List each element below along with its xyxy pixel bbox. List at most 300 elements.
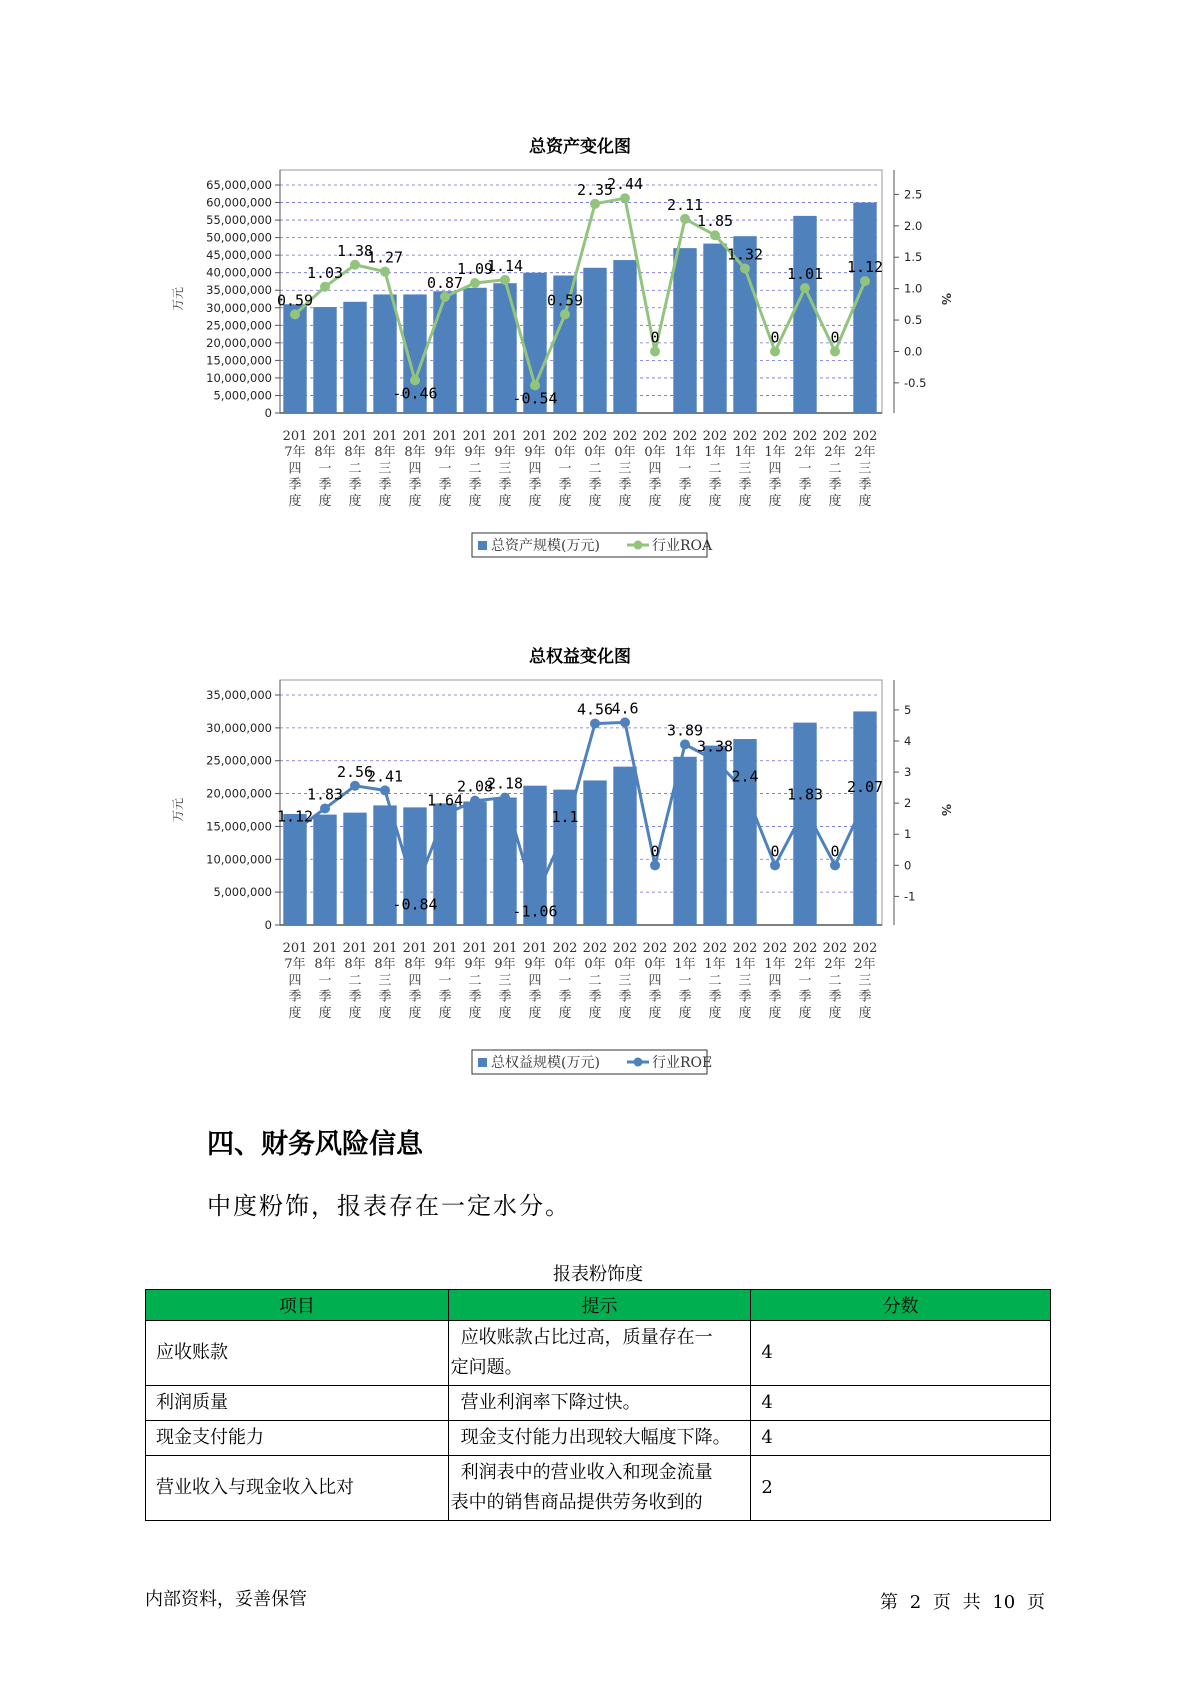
- x-tick-label: 季: [738, 477, 752, 493]
- x-tick-label: 一: [438, 973, 452, 989]
- x-tick-label: 季: [858, 477, 872, 493]
- x-tick-label: 202: [792, 941, 818, 956]
- data-label: 0: [830, 842, 840, 861]
- x-tick-label: 度: [288, 1005, 302, 1021]
- x-tick-label: 202: [552, 429, 578, 444]
- bar: [703, 746, 726, 925]
- x-tick-label: 季: [288, 989, 302, 1005]
- series-point: [380, 785, 390, 795]
- x-tick-label: 202: [822, 429, 848, 444]
- x-tick-label: 季: [438, 477, 452, 493]
- bar: [673, 248, 696, 413]
- data-label: -0.54: [512, 389, 558, 408]
- x-tick-label: 度: [468, 493, 482, 509]
- x-tick-label: 202: [702, 941, 728, 956]
- bar: [703, 244, 726, 413]
- x-tick-label: 201: [282, 429, 308, 444]
- data-label: 0: [650, 328, 660, 347]
- table-header-row: [146, 1290, 1051, 1321]
- x-tick-label: 201: [342, 941, 368, 956]
- x-tick-label: 201: [522, 429, 548, 444]
- data-label: 1.12: [276, 807, 314, 826]
- x-tick-label: 度: [438, 1005, 452, 1021]
- x-tick-label: 季: [828, 477, 842, 493]
- x-tick-label: 度: [588, 1005, 602, 1021]
- series-point: [710, 755, 720, 765]
- x-tick-label: 二: [828, 461, 842, 477]
- x-tick-label: 一: [558, 973, 572, 989]
- x-tick-label: 季: [528, 477, 542, 493]
- y-axis-title: 万元: [171, 286, 185, 312]
- tip-line: 利润表中的营业收入和现金流量: [460, 1462, 713, 1483]
- x-tick-label: 季: [408, 989, 422, 1005]
- x-tick-label: 度: [678, 1005, 692, 1021]
- data-label: 0: [770, 328, 780, 347]
- data-label: 0.87: [426, 273, 464, 292]
- x-tick-label: 四: [648, 461, 662, 477]
- x-tick-label: 1年: [704, 957, 726, 973]
- x-tick-label: 9年: [434, 957, 456, 973]
- y-tick-label: 25,000,000: [206, 753, 272, 768]
- x-tick-label: 度: [828, 1005, 842, 1021]
- x-tick-label: 202: [732, 429, 758, 444]
- x-tick-label: 季: [798, 989, 812, 1005]
- table-row: [146, 1321, 1051, 1386]
- x-tick-label: 度: [408, 493, 422, 509]
- x-tick-label: 度: [618, 493, 632, 509]
- x-tick-label: 二: [348, 973, 362, 989]
- x-tick-label: 三: [378, 973, 392, 989]
- header-item: 项目: [146, 1290, 449, 1321]
- x-tick-label: 8年: [314, 957, 336, 973]
- y-tick-label: 15,000,000: [206, 819, 272, 834]
- y-tick-label: 30,000,000: [206, 300, 272, 315]
- bar: [853, 203, 876, 413]
- x-tick-label: 一: [678, 461, 692, 477]
- x-tick-label: 一: [678, 973, 692, 989]
- x-tick-label: 201: [492, 941, 518, 956]
- x-tick-label: 四: [648, 973, 662, 989]
- series-point: [590, 199, 600, 209]
- x-tick-label: 9年: [464, 957, 486, 973]
- y2-tick-label: -1: [904, 889, 916, 904]
- x-tick-label: 季: [768, 989, 782, 1005]
- x-tick-label: 二: [828, 973, 842, 989]
- chart-svg: [170, 640, 970, 1090]
- x-tick-label: 季: [678, 989, 692, 1005]
- x-tick-label: 201: [432, 429, 458, 444]
- series-point: [500, 275, 510, 285]
- total-assets-chart: [170, 130, 970, 580]
- x-tick-label: 202: [672, 941, 698, 956]
- series-point: [500, 793, 510, 803]
- header-score: 分数: [751, 1290, 1051, 1321]
- x-tick-label: 三: [378, 461, 392, 477]
- series-point: [650, 346, 660, 356]
- x-tick-label: 9年: [494, 445, 516, 461]
- x-tick-label: 201: [462, 941, 488, 956]
- x-tick-label: 一: [798, 461, 812, 477]
- data-label: 0: [830, 328, 840, 347]
- x-tick-label: 度: [648, 1005, 662, 1021]
- x-tick-label: 201: [462, 429, 488, 444]
- y-tick-label: 5,000,000: [213, 388, 272, 403]
- bar: [343, 813, 366, 925]
- x-tick-label: 季: [768, 477, 782, 493]
- x-tick-label: 季: [798, 477, 812, 493]
- row-tip: [448, 1421, 751, 1456]
- x-tick-label: 度: [798, 493, 812, 509]
- x-tick-label: 三: [498, 461, 512, 477]
- legend-line-label: 行业ROA: [652, 538, 713, 554]
- x-tick-label: 2年: [794, 445, 816, 461]
- data-label: 2.08: [456, 777, 494, 796]
- bar: [613, 260, 636, 413]
- y2-tick-label: 2.0: [904, 218, 923, 233]
- data-label: 3.38: [696, 737, 734, 756]
- legend-line-marker: [634, 541, 643, 550]
- x-tick-label: 0年: [614, 445, 636, 461]
- x-tick-label: 度: [378, 493, 392, 509]
- x-tick-label: 度: [288, 493, 302, 509]
- y-tick-label: 45,000,000: [206, 248, 272, 263]
- series-point: [560, 309, 570, 319]
- x-tick-label: 1年: [764, 957, 786, 973]
- series-point: [770, 860, 780, 870]
- legend-line-label: 行业ROE: [652, 1055, 713, 1071]
- y2-tick-label: 2: [904, 796, 912, 811]
- x-tick-label: 季: [408, 477, 422, 493]
- x-tick-label: 季: [318, 989, 332, 1005]
- x-tick-label: 度: [678, 493, 692, 509]
- x-tick-label: 度: [768, 493, 782, 509]
- x-tick-label: 8年: [314, 445, 336, 461]
- x-tick-label: 度: [318, 493, 332, 509]
- x-tick-label: 202: [852, 429, 878, 444]
- legend-bar-swatch: [478, 1058, 487, 1067]
- x-tick-label: 季: [498, 477, 512, 493]
- table-caption: 报表粉饰度: [553, 1264, 643, 1285]
- row-tip: [448, 1321, 751, 1386]
- x-tick-label: 202: [852, 941, 878, 956]
- x-tick-label: 201: [372, 429, 398, 444]
- x-tick-label: 9年: [524, 445, 546, 461]
- x-tick-label: 度: [708, 493, 722, 509]
- y-tick-label: 25,000,000: [206, 318, 272, 333]
- series-point: [320, 282, 330, 292]
- bar: [313, 307, 336, 413]
- row-item: 利润质量: [146, 1386, 449, 1421]
- x-tick-label: 202: [672, 429, 698, 444]
- series-point: [830, 346, 840, 356]
- tip-line: 应收账款占比过高，质量存在一: [460, 1327, 713, 1348]
- x-tick-label: 201: [492, 429, 518, 444]
- bar: [583, 268, 606, 413]
- x-tick-label: 7年: [284, 445, 306, 461]
- x-tick-label: 9年: [524, 957, 546, 973]
- x-tick-label: 二: [468, 461, 482, 477]
- x-tick-label: 季: [648, 477, 662, 493]
- x-tick-label: 度: [798, 1005, 812, 1021]
- risk-table: [145, 1289, 1051, 1521]
- series-point: [830, 860, 840, 870]
- series-point: [650, 860, 660, 870]
- series-point: [680, 739, 690, 749]
- data-label: 0: [770, 842, 780, 861]
- x-tick-label: 季: [318, 477, 332, 493]
- bar: [313, 815, 336, 925]
- y-tick-label: 40,000,000: [206, 265, 272, 280]
- x-tick-label: 202: [702, 429, 728, 444]
- x-tick-label: 度: [348, 493, 362, 509]
- x-tick-label: 2年: [854, 445, 876, 461]
- x-tick-label: 8年: [374, 957, 396, 973]
- x-tick-label: 1年: [704, 445, 726, 461]
- x-tick-label: 0年: [614, 957, 636, 973]
- series-point: [620, 193, 630, 203]
- x-tick-label: 季: [468, 477, 482, 493]
- x-tick-label: 度: [408, 1005, 422, 1021]
- x-tick-label: 度: [498, 493, 512, 509]
- data-label: 3.89: [666, 721, 704, 740]
- x-tick-label: 201: [282, 941, 308, 956]
- chart-svg: [170, 130, 970, 580]
- y-tick-label: 5,000,000: [213, 885, 272, 900]
- data-label: 1.12: [846, 258, 884, 277]
- x-tick-label: 一: [558, 461, 572, 477]
- x-tick-label: 8年: [344, 445, 366, 461]
- y-tick-label: 60,000,000: [206, 195, 272, 210]
- y2-tick-label: 0: [904, 858, 912, 873]
- x-tick-label: 季: [528, 989, 542, 1005]
- bar: [613, 767, 636, 925]
- series-point: [860, 276, 870, 286]
- x-tick-label: 二: [588, 461, 602, 477]
- series-point: [470, 796, 480, 806]
- x-tick-label: 1年: [674, 957, 696, 973]
- x-tick-label: 三: [858, 461, 872, 477]
- y-axis-title: 万元: [171, 797, 185, 823]
- data-label: 1.14: [486, 256, 524, 275]
- y2-tick-label: 0.5: [904, 313, 923, 328]
- x-tick-label: 一: [318, 973, 332, 989]
- x-tick-label: 三: [738, 461, 752, 477]
- x-tick-label: 季: [348, 477, 362, 493]
- series-point: [740, 786, 750, 796]
- table-row: [146, 1386, 1051, 1421]
- x-tick-label: 一: [318, 461, 332, 477]
- x-tick-label: 度: [618, 1005, 632, 1021]
- x-tick-label: 8年: [374, 445, 396, 461]
- bar: [583, 780, 606, 925]
- x-tick-label: 季: [618, 477, 632, 493]
- bar: [793, 216, 816, 413]
- data-label: 0.59: [546, 291, 584, 310]
- y2-tick-label: 1: [904, 827, 912, 842]
- x-tick-label: 二: [348, 461, 362, 477]
- series-point: [590, 719, 600, 729]
- data-label: 1.83: [306, 785, 344, 804]
- total-equity-chart: [170, 640, 970, 1090]
- legend-bar-swatch: [478, 541, 487, 550]
- x-tick-label: 202: [582, 429, 608, 444]
- data-label: 4.56: [576, 700, 614, 719]
- data-label: 1.1: [551, 808, 579, 827]
- series-point: [710, 230, 720, 240]
- y2-tick-label: 2.5: [904, 187, 923, 202]
- x-tick-label: 季: [468, 989, 482, 1005]
- data-label: 1.01: [786, 265, 824, 284]
- x-tick-label: 季: [648, 989, 662, 1005]
- x-tick-label: 202: [762, 941, 788, 956]
- x-tick-label: 二: [708, 973, 722, 989]
- x-tick-label: 9年: [434, 445, 456, 461]
- x-tick-label: 季: [558, 989, 572, 1005]
- x-tick-label: 度: [858, 493, 872, 509]
- y2-tick-label: 1.5: [904, 250, 923, 265]
- x-tick-label: 0年: [644, 445, 666, 461]
- x-tick-label: 度: [318, 1005, 332, 1021]
- y-tick-label: 20,000,000: [206, 786, 272, 801]
- series-point: [800, 283, 810, 293]
- x-tick-label: 201: [402, 941, 428, 956]
- x-tick-label: 201: [402, 429, 428, 444]
- x-tick-label: 三: [738, 973, 752, 989]
- data-label: 2.56: [336, 762, 374, 781]
- x-tick-label: 度: [528, 493, 542, 509]
- x-tick-label: 四: [288, 461, 302, 477]
- data-label: 1.38: [336, 241, 374, 260]
- x-tick-label: 季: [588, 989, 602, 1005]
- data-label: 2.41: [366, 767, 404, 786]
- x-tick-label: 季: [288, 477, 302, 493]
- x-tick-label: 度: [588, 493, 602, 509]
- series-point: [350, 260, 360, 270]
- x-tick-label: 201: [522, 941, 548, 956]
- x-tick-label: 9年: [464, 445, 486, 461]
- y2-tick-label: 0.0: [904, 344, 923, 359]
- row-tip: [448, 1386, 751, 1421]
- y2-axis-title: %: [939, 292, 953, 306]
- y-tick-label: 20,000,000: [206, 335, 272, 350]
- section-title: 四、财务风险信息: [207, 1129, 423, 1160]
- x-tick-label: 三: [498, 973, 512, 989]
- x-tick-label: 2年: [824, 445, 846, 461]
- x-tick-label: 度: [498, 1005, 512, 1021]
- series-point: [560, 826, 570, 836]
- x-tick-label: 202: [552, 941, 578, 956]
- y-tick-label: 35,000,000: [206, 688, 272, 702]
- x-tick-label: 1年: [764, 445, 786, 461]
- y2-axis-title: %: [939, 803, 953, 817]
- x-tick-label: 202: [612, 941, 638, 956]
- series-point: [620, 717, 630, 727]
- bar: [343, 302, 366, 413]
- row-item: 营业收入与现金收入比对: [146, 1456, 449, 1521]
- x-tick-label: 四: [528, 973, 542, 989]
- data-label: 1.85: [696, 212, 734, 231]
- y-tick-label: 35,000,000: [206, 283, 272, 298]
- data-label: 2.11: [666, 195, 704, 214]
- data-label: -0.46: [392, 384, 438, 403]
- series-point: [470, 278, 480, 288]
- y-tick-label: 15,000,000: [206, 353, 272, 368]
- data-label: 1.09: [456, 259, 494, 278]
- section-summary: 中度粉饰，报表存在一定水分。: [207, 1192, 571, 1220]
- x-tick-label: 季: [558, 477, 572, 493]
- x-tick-label: 201: [312, 941, 338, 956]
- x-tick-label: 三: [618, 461, 632, 477]
- x-tick-label: 度: [438, 493, 452, 509]
- x-tick-label: 三: [858, 973, 872, 989]
- x-tick-label: 202: [642, 941, 668, 956]
- x-tick-label: 2年: [824, 957, 846, 973]
- x-tick-label: 0年: [554, 957, 576, 973]
- bar: [283, 304, 306, 413]
- x-tick-label: 季: [498, 989, 512, 1005]
- x-tick-label: 季: [738, 989, 752, 1005]
- table-row: [146, 1421, 1051, 1456]
- x-tick-label: 202: [582, 941, 608, 956]
- legend-bar-label: 总权益规模(万元): [491, 1055, 600, 1071]
- series-point: [350, 781, 360, 791]
- x-tick-label: 202: [732, 941, 758, 956]
- x-tick-label: 四: [768, 973, 782, 989]
- x-tick-label: 0年: [584, 957, 606, 973]
- table-row: [146, 1456, 1051, 1521]
- x-tick-label: 度: [738, 1005, 752, 1021]
- data-label: 0.59: [276, 291, 314, 310]
- x-tick-label: 四: [288, 973, 302, 989]
- x-tick-label: 8年: [344, 957, 366, 973]
- data-label: -0.84: [392, 895, 438, 914]
- x-tick-label: 度: [558, 1005, 572, 1021]
- x-tick-label: 季: [588, 477, 602, 493]
- y-tick-label: 0: [264, 918, 272, 932]
- x-tick-label: 季: [348, 989, 362, 1005]
- x-tick-label: 季: [828, 989, 842, 1005]
- x-tick-label: 202: [762, 429, 788, 444]
- x-tick-label: 9年: [494, 957, 516, 973]
- row-item: 现金支付能力: [146, 1421, 449, 1456]
- x-tick-label: 一: [438, 461, 452, 477]
- series-point: [440, 292, 450, 302]
- legend-line-marker: [634, 1058, 643, 1067]
- x-tick-label: 度: [558, 493, 572, 509]
- x-tick-label: 度: [708, 1005, 722, 1021]
- tip-line: 现金支付能力出现较大幅度下降。: [460, 1427, 731, 1448]
- data-label: 2.18: [486, 774, 524, 793]
- x-tick-label: 度: [378, 1005, 392, 1021]
- data-label: 2.44: [606, 175, 644, 194]
- series-point: [290, 309, 300, 319]
- chart-title: 总资产变化图: [529, 137, 631, 157]
- x-tick-label: 四: [768, 461, 782, 477]
- series-point: [800, 803, 810, 813]
- row-score: 4: [751, 1421, 1051, 1456]
- series-point: [440, 809, 450, 819]
- series-point: [770, 346, 780, 356]
- x-tick-label: 201: [372, 941, 398, 956]
- x-tick-label: 1年: [734, 957, 756, 973]
- x-tick-label: 202: [612, 429, 638, 444]
- x-tick-label: 四: [408, 973, 422, 989]
- y-tick-label: 55,000,000: [206, 213, 272, 228]
- data-label: 2.35: [576, 180, 614, 199]
- y2-tick-label: -0.5: [904, 375, 927, 390]
- y-tick-label: 65,000,000: [206, 178, 272, 192]
- x-tick-label: 202: [822, 941, 848, 956]
